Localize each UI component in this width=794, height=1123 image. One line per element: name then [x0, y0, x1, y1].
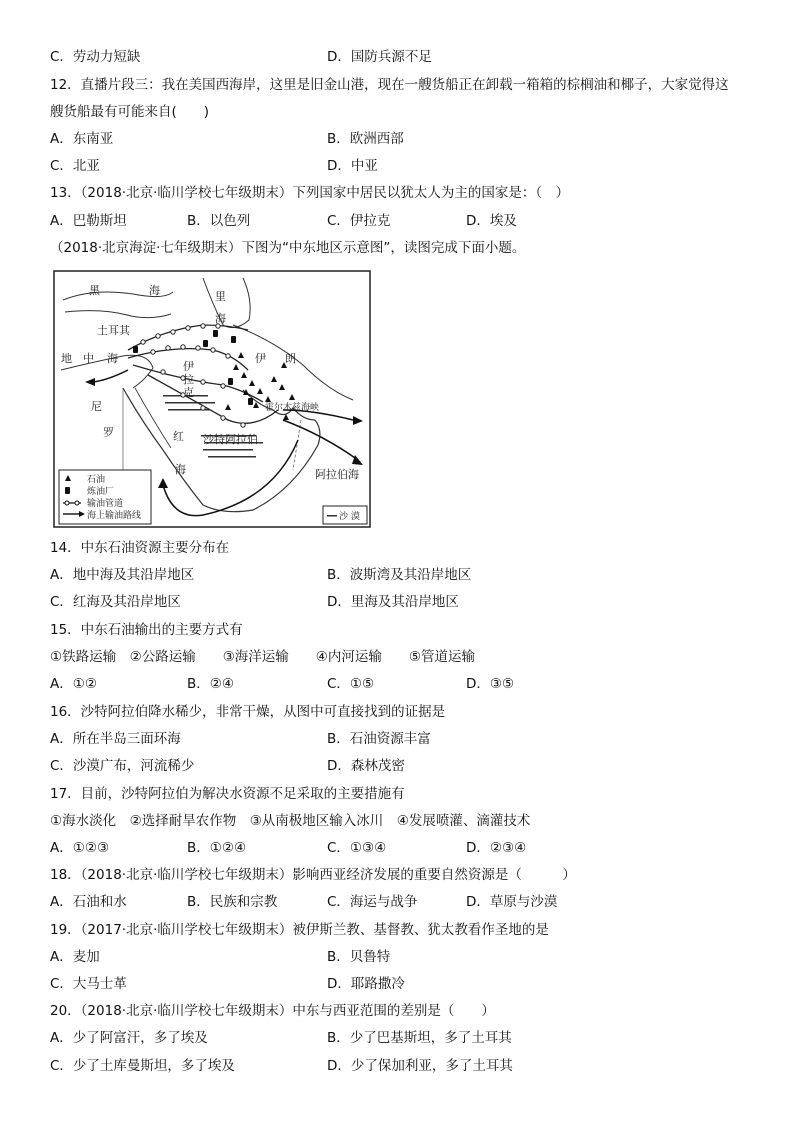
q18-option-c: C．海运与战争: [327, 894, 418, 910]
question-17-stem: 17．目前，沙特阿拉伯为解决水资源不足采取的主要措施有: [50, 786, 405, 802]
q19-option-d: D．耶路撒冷: [327, 976, 405, 992]
q17-option-d: D．②③④: [466, 840, 527, 856]
q20-option-d: D．少了保加利亚，多了土耳其: [327, 1058, 513, 1074]
question-20-stem: 20．（2018·北京·临川学校七年级期末）中东与西亚范围的差别是（ ）: [50, 1003, 495, 1019]
q12-option-b: B．欧洲西部: [327, 131, 404, 147]
q20-option-b: B．少了巴基斯坦，多了土耳其: [327, 1030, 512, 1046]
q14-option-a: A．地中海及其沿岸地区: [50, 567, 195, 583]
q13-option-b: B．以色列: [187, 213, 251, 229]
q20-option-c: C．少了土库曼斯坦，多了埃及: [50, 1058, 235, 1074]
label-arabian-sea: 阿拉伯海: [315, 468, 359, 481]
q16-option-a: A．所在半岛三面环海: [50, 731, 181, 747]
q17-option-c: C．①③④: [327, 840, 387, 856]
label-nile-2: 罗: [103, 426, 114, 439]
label-caspian-2: 海: [215, 312, 226, 325]
q19-option-c: C．大马士革: [50, 976, 127, 992]
q16-option-b: B．石油资源丰富: [327, 731, 431, 747]
legend-oil: 石油: [87, 475, 106, 485]
q17-option-a: A．①②③: [50, 840, 110, 856]
map-intro: （2018·北京海淀·七年级期末）下图为“中东地区示意图”，读图完成下面小题。: [50, 240, 526, 256]
q18-option-d: D．草原与沙漠: [466, 894, 558, 910]
label-med-3: 海: [107, 352, 118, 365]
legend-pipeline: 输油管道: [87, 499, 124, 509]
label-black-sea-2: 海: [149, 284, 160, 297]
question-15-stem: 15．中东石油输出的主要方式有: [50, 622, 243, 638]
q15-option-c: C．①⑤: [327, 676, 375, 692]
q12-option-c: C．北亚: [50, 158, 100, 174]
question-19-stem: 19．（2017·北京·临川学校七年级期末）被伊斯兰教、基督教、犹太教看作圣地的是: [50, 922, 549, 938]
option-d: D．国防兵源不足: [327, 49, 432, 65]
question-14-stem: 14．中东石油资源主要分布在: [50, 540, 230, 556]
q13-option-d: D．埃及: [466, 213, 517, 229]
option-c: C．劳动力短缺: [50, 49, 141, 65]
label-hormuz: 霍尔木兹海峡: [265, 403, 320, 413]
q18-option-b: B．民族和宗教: [187, 894, 278, 910]
question-18-stem: 18．（2018·北京·临川学校七年级期末）影响西亚经济发展的重要自然资源是（ ）: [50, 867, 576, 883]
question-12-stem-cont: 艘货船最有可能来自( ): [50, 104, 210, 120]
label-iraq-2: 拉: [183, 373, 194, 386]
q16-option-d: D．森林茂密: [327, 758, 405, 774]
label-red-sea: 红: [173, 430, 184, 443]
q16-option-c: C．沙漠广布，河流稀少: [50, 758, 195, 774]
label-caspian: 里: [215, 290, 226, 303]
legend-desert: 沙 漠: [339, 512, 360, 522]
legend-sea-route: 海上输油路线: [87, 511, 142, 521]
q18-option-a: A．石油和水: [50, 894, 127, 910]
q15-option-b: B．②④: [187, 676, 234, 692]
q17-choices: ①海水淡化 ②选择耐旱农作物 ③从南极地区输入冰川 ④发展喷灌、滴灌技术: [50, 813, 531, 829]
question-12-stem: 12．直播片段三：我在美国西海岸，这里是旧金山港，现在一艘货船正在卸载一箱箱的棕榈油和椰子，大家觉得这: [50, 77, 729, 93]
q12-option-a: A．东南亚: [50, 131, 114, 147]
q15-option-a: A．①②: [50, 676, 97, 692]
label-iraq-3: 克: [183, 386, 194, 399]
q14-option-c: C．红海及其沿岸地区: [50, 594, 181, 610]
label-red-sea-2: 海: [175, 463, 186, 476]
legend-refinery: 炼油厂: [87, 487, 115, 497]
q15-option-d: D．③⑤: [466, 676, 515, 692]
label-saudi: 沙特阿拉伯: [203, 433, 258, 446]
label-turkey: 土耳其: [97, 324, 130, 337]
label-iran-2: 朗: [285, 352, 296, 365]
q13-option-a: A．巴勒斯坦: [50, 213, 127, 229]
q14-option-d: D．里海及其沿岸地区: [327, 594, 459, 610]
label-iraq: 伊: [183, 360, 194, 373]
label-iran: 伊: [255, 352, 266, 365]
question-13-stem: 13．（2018·北京·临川学校七年级期末）下列国家中居民以犹太人为主的国家是：（ ）: [50, 185, 570, 201]
middle-east-map: [53, 270, 371, 528]
q14-option-b: B．波斯湾及其沿岸地区: [327, 567, 472, 583]
q19-option-b: B．贝鲁特: [327, 949, 391, 965]
q15-choices: ①铁路运输 ②公路运输 ③海洋运输 ④内河运输 ⑤管道运输: [50, 649, 476, 665]
question-16-stem: 16．沙特阿拉伯降水稀少，非常干燥，从图中可直接找到的证据是: [50, 704, 446, 720]
q19-option-a: A．麦加: [50, 949, 100, 965]
label-med-2: 中: [83, 352, 94, 365]
q20-option-a: A．少了阿富汗，多了埃及: [50, 1030, 208, 1046]
label-nile: 尼: [91, 400, 102, 413]
label-med: 地: [61, 352, 72, 365]
label-black-sea: 黑: [89, 284, 100, 297]
q13-option-c: C．伊拉克: [327, 213, 391, 229]
q17-option-b: B．①②④: [187, 840, 247, 856]
q12-option-d: D．中亚: [327, 158, 378, 174]
